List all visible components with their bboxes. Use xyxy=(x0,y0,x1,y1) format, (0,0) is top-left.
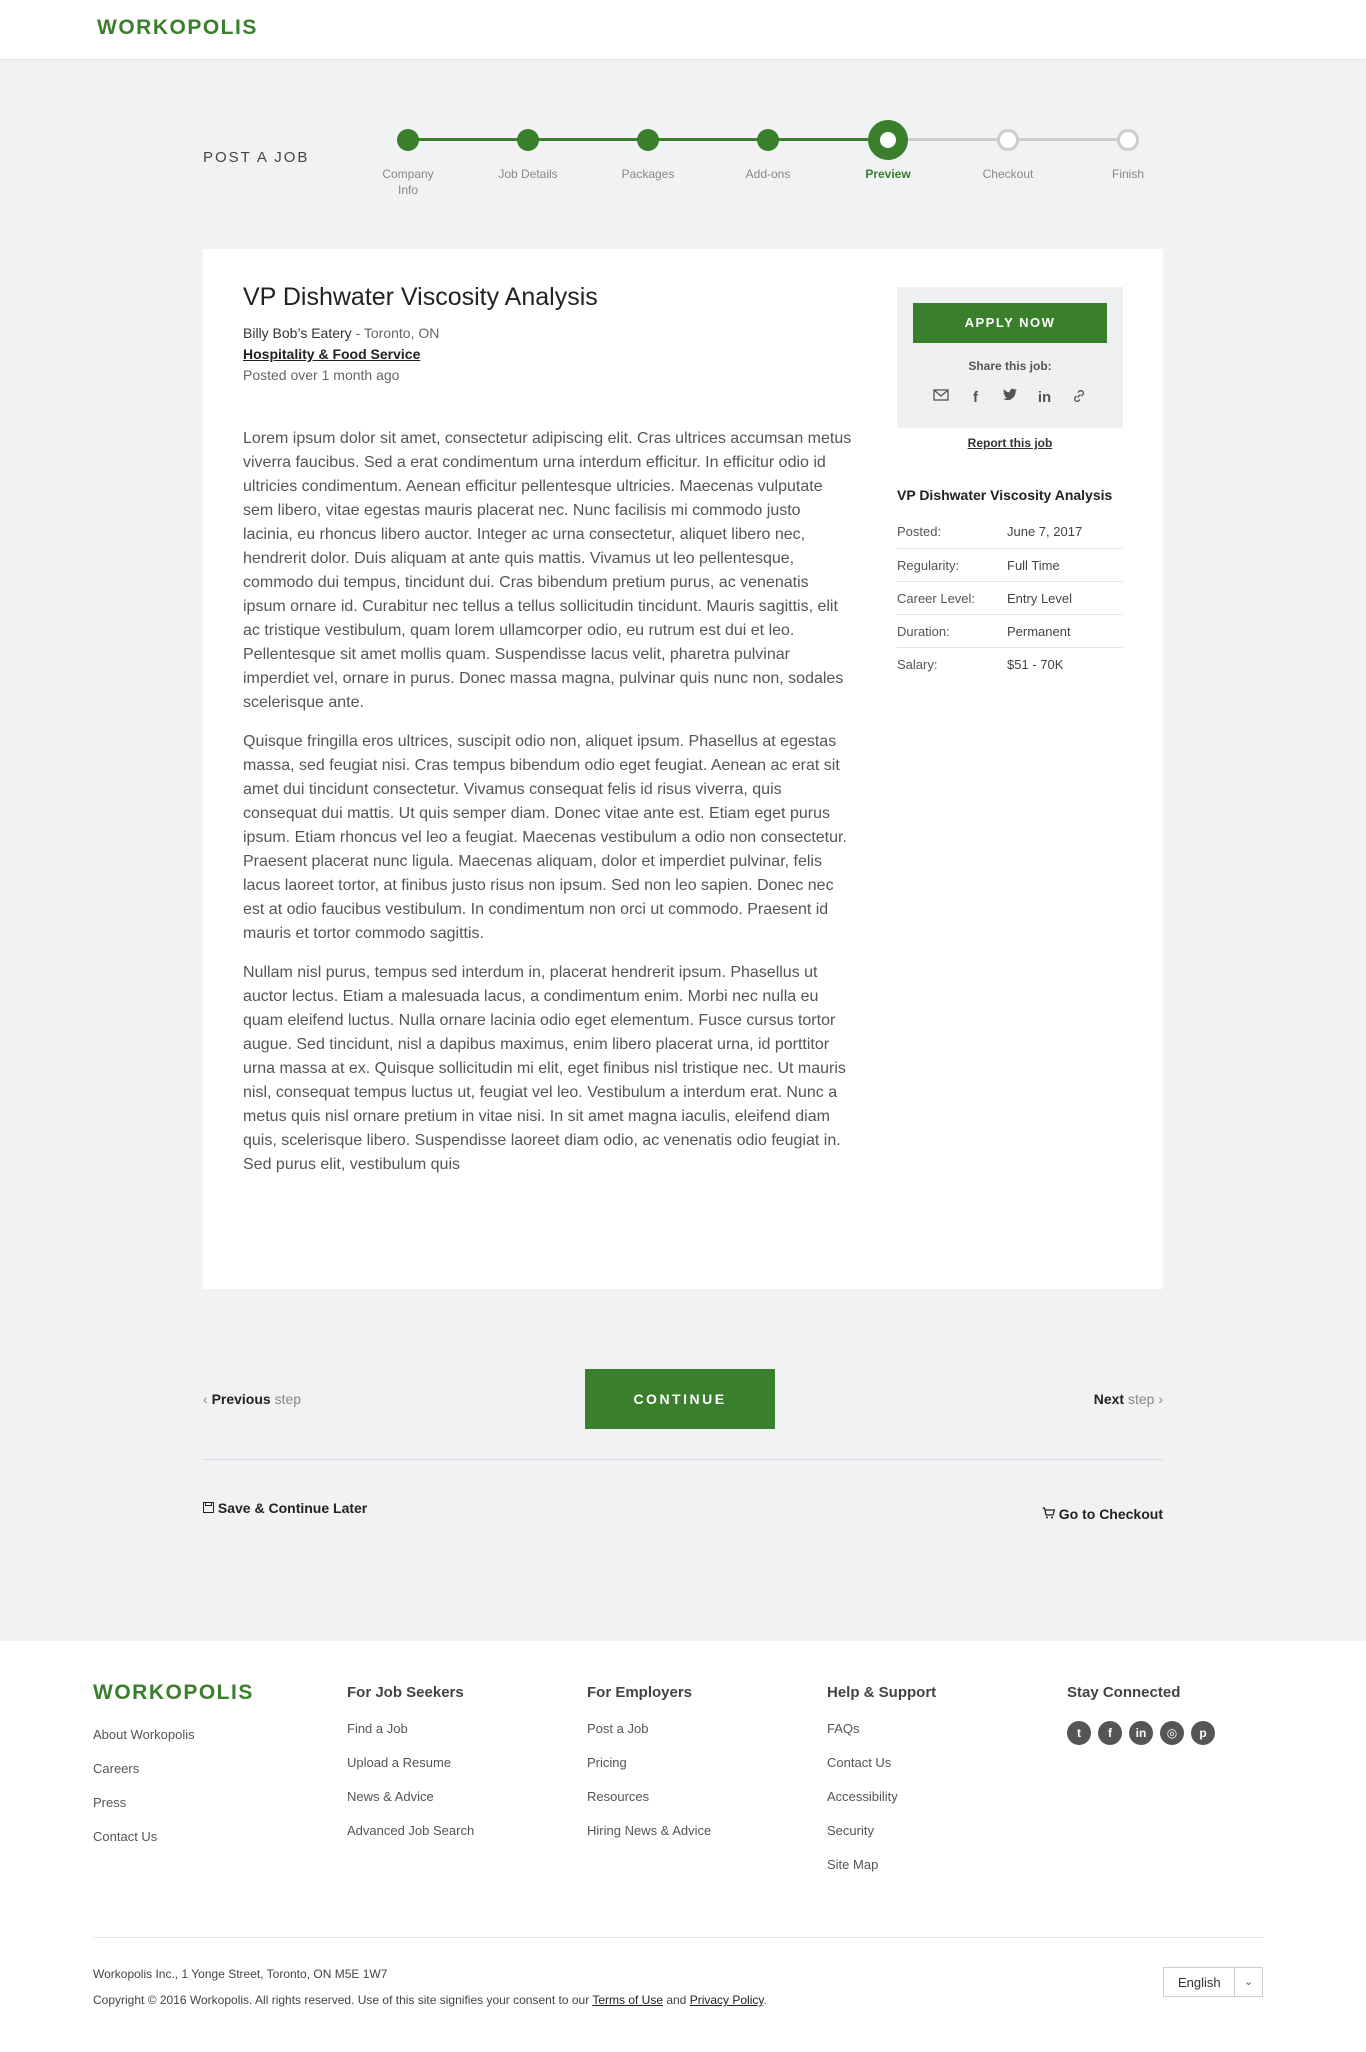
description-paragraph: Lorem ipsum dolor sit amet, consectetur adipiscing elit. Cras ultrices accumsan metus viverra faucibus. Sed a erat condimentum urna interdum efficitur. In efficitur odio id ultricies condimentum. Aenean efficitur pellentesque ultricies. Maecenas vulputate sem libero, vitae egestas mauris placerat nec. Nunc facilisis mi commodo justo lacinia, eu rhoncus libero auctor. Integer ac urna consectetur, aliquet libero nec, hendrerit dolor. Duis aliquam at ante quis mattis. Vivamus ut leo pellentesque, commodo dui tempus, tincidunt dui. Cras bibendum pretium purus, ac venenatis ipsum ornare id. Curabitur nec tellus a tellus sollicitudin tincidunt. Mauris sagittis, elit ac tristique vestibulum, quam lorem ullamcorper odio, eu rutrum est dui et leo. Pellentesque sit amet mollis quam. Suspendisse lacus velit, pharetra pulvinar imperdiet vel, ornare in purus. Donec massa magna, pulvinar quis nunc non, sodales scelerisque ante. xyxy=(243,430,852,711)
footer-link[interactable]: Post a Job xyxy=(587,1721,649,1736)
footer-column-title: For Job Seekers xyxy=(347,1684,464,1701)
divider xyxy=(203,1459,1163,1460)
post-job-heading: POST A JOB xyxy=(203,149,310,166)
cart-icon xyxy=(1042,1506,1059,1522)
footer-column-stay-connected xyxy=(1067,1684,1215,1745)
footer-link[interactable]: Contact Us xyxy=(827,1755,892,1770)
job-category-link[interactable]: Hospitality & Food Service xyxy=(243,346,421,362)
next-step-suffix: step xyxy=(1124,1391,1155,1407)
top-bar xyxy=(0,0,1366,60)
description-paragraph: Nullam nisl purus, tempus sed interdum in, placerat hendrerit ipsum. Phasellus ut auctor lectus. Etiam a malesuada lacus, a condimentum enim. Morbi nec nulla eu quam eleifend luctus. Nulla ornare lacinia odio eget elementum. Fusce cursus tortor augue. Sed tincidunt, nisl a dapibus maximus, enim libero placerat urna, id porttitor urna massa at ex. Quisque sollicitudin mi elit, eget finibus nisl tristique nec. Ut mauris nisl, consequat tempus luctus ut, feugiat vel leo. Vestibulum a interdum erat. Nunc a metus quis nisl ornare pretium in vitae nisi. In sit amet magna iaculis, eleifend diam quis, scelerisque libero. Suspendisse laoreet diam odio, ac venenatis odio feugiat in. Sed purus elit, vestibulum quis xyxy=(243,964,846,1173)
summary-value: $51 - 70K xyxy=(1007,656,1064,672)
footer-link[interactable]: Security xyxy=(827,1823,874,1838)
summary-key: Career Level: xyxy=(897,590,976,606)
summary-row xyxy=(897,548,1123,581)
progress-stepper xyxy=(370,120,1160,210)
copyright-text: Copyright © 2016 Workopolis. All rights reserved. Use of this site signifies your consent to our xyxy=(93,1993,593,2007)
next-step-link[interactable] xyxy=(1094,1391,1163,1407)
link-icon[interactable] xyxy=(1068,388,1090,408)
report-job-link[interactable]: Report this job xyxy=(967,436,1053,450)
pinterest-icon[interactable]: p xyxy=(1191,1721,1215,1745)
save-icon xyxy=(203,1500,218,1516)
save-later-label: Save & Continue Later xyxy=(217,1500,368,1516)
footer-link[interactable]: Press xyxy=(93,1795,127,1810)
step-connector xyxy=(528,138,648,141)
summary-key: Salary: xyxy=(897,656,938,672)
job-description xyxy=(243,427,853,1192)
facebook-icon[interactable]: f xyxy=(1098,1721,1122,1745)
summary-key: Posted: xyxy=(897,524,942,539)
summary-key: Duration: xyxy=(897,623,950,639)
step-indicator-job-details[interactable] xyxy=(517,129,539,151)
continue-button[interactable]: CONTINUE xyxy=(585,1369,775,1429)
step-connector xyxy=(1008,138,1128,141)
summary-value: Permanent xyxy=(1007,623,1071,639)
footer-link[interactable]: Find a Job xyxy=(347,1721,408,1736)
terms-of-use-link[interactable]: Terms of Use xyxy=(592,1993,663,2007)
job-title: VP Dishwater Viscosity Analysis xyxy=(243,283,598,311)
summary-key: Regularity: xyxy=(897,557,960,573)
posted-age: Posted over 1 month ago xyxy=(243,367,400,383)
footer-column-title: Stay Connected xyxy=(1067,1684,1181,1701)
footer-link[interactable]: Accessibility xyxy=(827,1789,898,1804)
description-paragraph: Quisque fringilla eros ultrices, suscipit odio non, aliquet ipsum. Phasellus at egestas massa, sed feugiat nisi. Cras tempus bibendum odio eget feugiat. Aenean ac erat sit amet dui tincidunt consectetur. Vivamus consequat felis id risus viverra, quis consequat dui mattis. Ut quis semper diam. Donec vitae ante est. Etiam eget purus ipsum. Etiam rhoncus vel leo a feugiat. Maecenas vestibulum a odio non consectetur. Praesent placerat nunc ligula. Maecenas aliquam, dolor et imperdiet pulvinar, felis lacus laoreet tortor, at finibus justo risus non ipsum. Sed non leo sapien. Donec nec est at odio faucibus vestibulum. In condimentum non orci ut commodo. Praesent id mauris et tortor commodo sagittis. xyxy=(243,733,847,942)
privacy-policy-link[interactable]: Privacy Policy xyxy=(689,1993,764,2007)
job-location: - Toronto, ON xyxy=(351,325,440,341)
previous-label: Previous xyxy=(211,1391,271,1407)
summary-title: VP Dishwater Viscosity Analysis xyxy=(897,487,1113,503)
chevron-right-icon: › xyxy=(1158,1391,1163,1407)
footer-link[interactable]: About Workopolis xyxy=(93,1727,195,1742)
next-label: Next xyxy=(1093,1391,1125,1407)
copyright-and: and xyxy=(663,1993,690,2007)
step-indicator-finish xyxy=(1117,129,1139,151)
copyright-period: . xyxy=(763,1993,767,2007)
site-footer xyxy=(0,1641,1366,2052)
summary-value: June 7, 2017 xyxy=(1007,524,1083,539)
step-indicator-add-ons[interactable] xyxy=(757,129,779,151)
summary-row xyxy=(897,614,1123,647)
language-select[interactable] xyxy=(1163,1967,1263,1997)
apply-box xyxy=(897,287,1123,428)
step-label: Company Info xyxy=(382,167,434,197)
company-name: Billy Bob’s Eatery xyxy=(243,325,352,341)
footer-logo[interactable]: WORKOPOLIS xyxy=(93,1681,254,1704)
share-icons xyxy=(930,388,1090,408)
footer-link[interactable]: Careers xyxy=(93,1761,140,1776)
previous-step-link[interactable] xyxy=(203,1391,301,1407)
footer-link[interactable]: Advanced Job Search xyxy=(347,1823,475,1838)
footer-column-employers xyxy=(587,1684,711,1857)
chevron-down-icon: ⌄ xyxy=(1234,1968,1262,1996)
footer-column-help xyxy=(827,1684,936,1891)
summary-value: Full Time xyxy=(1007,557,1060,573)
step-label: Job Details xyxy=(498,167,558,181)
apply-now-button[interactable]: APPLY NOW xyxy=(913,303,1107,343)
step-connector xyxy=(648,138,768,141)
footer-link[interactable]: FAQs xyxy=(827,1721,860,1736)
footer-link[interactable]: Site Map xyxy=(827,1857,879,1872)
social-icons xyxy=(1067,1721,1215,1745)
company-address: Workopolis Inc., 1 Yonge Street, Toronto, ON M5E 1W7 xyxy=(93,1967,388,1981)
linkedin-icon[interactable]: in xyxy=(1037,389,1052,406)
language-value: English xyxy=(1178,1974,1221,1990)
footer-link[interactable]: Hiring News & Advice xyxy=(587,1823,712,1838)
save-continue-later-link[interactable] xyxy=(203,1500,367,1516)
footer-company-links xyxy=(93,1727,195,1863)
footer-divider xyxy=(93,1937,1263,1938)
step-indicator-preview[interactable] xyxy=(868,120,908,160)
step-navigation xyxy=(203,1369,1163,1429)
twitter-icon[interactable] xyxy=(999,388,1021,408)
step-indicator-checkout xyxy=(997,129,1019,151)
job-summary xyxy=(897,515,1123,680)
step-indicator-packages[interactable] xyxy=(637,129,659,151)
copyright-notice xyxy=(93,1993,767,2007)
step-label: Checkout xyxy=(982,167,1034,181)
previous-step-suffix: step xyxy=(270,1391,302,1407)
step-connector xyxy=(408,138,528,141)
summary-row xyxy=(897,515,1123,548)
summary-row xyxy=(897,647,1123,680)
footer-column-job-seekers xyxy=(347,1684,474,1857)
email-icon[interactable] xyxy=(930,388,952,408)
instagram-icon[interactable]: ◎ xyxy=(1160,1721,1184,1745)
workopolis-logo[interactable]: WORKOPOLIS xyxy=(97,16,258,39)
linkedin-icon[interactable]: in xyxy=(1129,1721,1153,1745)
footer-link[interactable]: Resources xyxy=(587,1789,650,1804)
step-label: Add-ons xyxy=(745,167,791,181)
checkout-label: Go to Checkout xyxy=(1058,1506,1163,1522)
footer-column-title: Help & Support xyxy=(827,1684,937,1701)
footer-link[interactable]: News & Advice xyxy=(347,1789,434,1804)
footer-column-title: For Employers xyxy=(587,1684,693,1701)
step-label: Finish xyxy=(1111,167,1144,181)
step-indicator-company-info[interactable] xyxy=(397,129,419,151)
step-label: Preview xyxy=(865,167,911,181)
company-line xyxy=(243,325,439,341)
job-preview-card xyxy=(203,249,1163,1289)
chevron-left-icon: ‹ xyxy=(203,1391,208,1407)
summary-value: Entry Level xyxy=(1007,590,1073,606)
footer-link[interactable]: Pricing xyxy=(587,1755,627,1770)
step-label: Packages xyxy=(621,167,675,181)
twitter-icon[interactable]: t xyxy=(1067,1721,1091,1745)
footer-link[interactable]: Contact Us xyxy=(93,1829,158,1844)
go-to-checkout-link[interactable] xyxy=(1042,1506,1163,1522)
footer-link[interactable]: Upload a Resume xyxy=(347,1755,452,1770)
summary-row xyxy=(897,581,1123,614)
share-label: Share this job: xyxy=(968,359,1052,373)
facebook-icon[interactable]: f xyxy=(973,389,978,406)
